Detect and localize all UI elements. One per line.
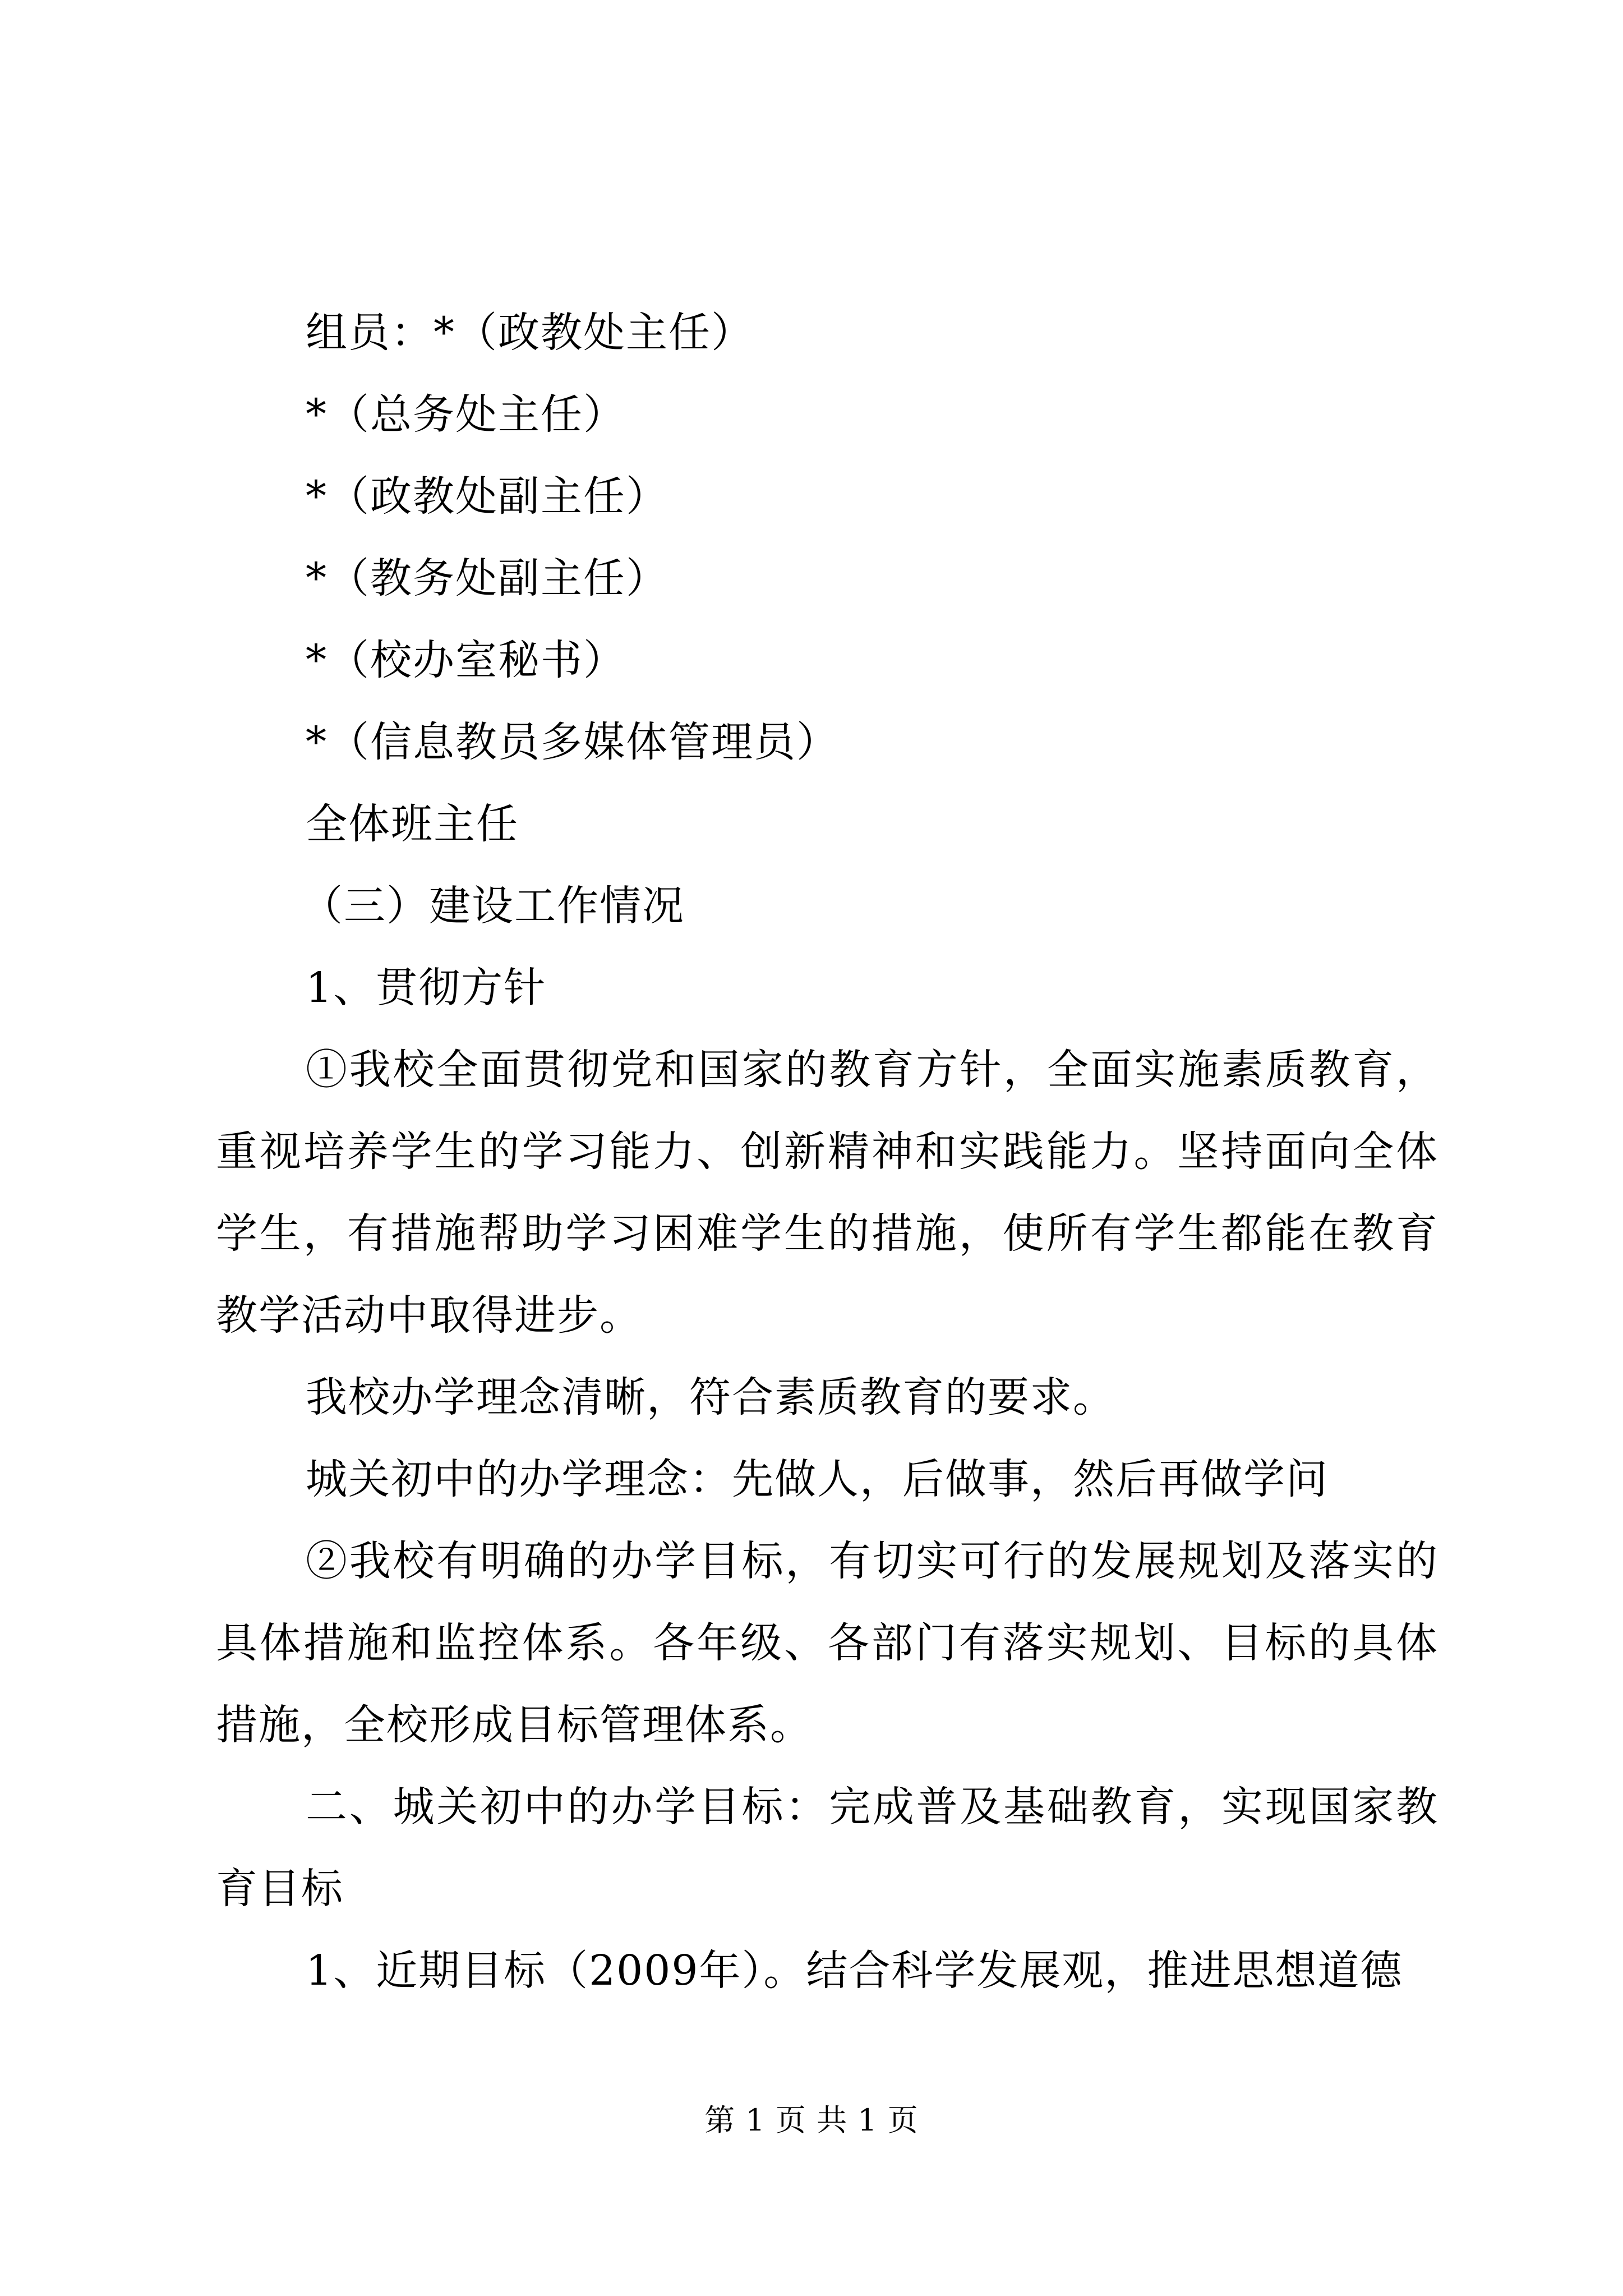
paragraph: ②我校有明确的办学目标，有切实可行的发展规划及落实的具体措施和监控体系。各年级、各部门有落实规划、目标的具体措施，全校形成目标管理体系。 (216, 1537, 1438, 1749)
member-line: 全体班主任 (306, 800, 519, 848)
member-line: 组员：*（政教处主任） (306, 309, 754, 357)
paragraph-line: 1、近期目标（2009年）。结合科学发展观，推进思想道德 (306, 1947, 1403, 1995)
section-heading: 二、城关初中的办学目标：完成普及基础教育，实现国家教育目标 (216, 1783, 1438, 1913)
paragraph-line: 城关初中的办学理念：先做人，后做事，然后再做学问 (306, 1455, 1329, 1503)
document-body (216, 292, 1438, 2012)
paragraph-line: 我校办学理念清晰，符合素质教育的要求。 (306, 1373, 1115, 1421)
subsection-heading: 1、贯彻方针 (306, 964, 547, 1012)
member-line: *（校办室秘书） (306, 636, 626, 684)
member-line: *（总务处主任） (306, 390, 626, 439)
member-line: *（政教处副主任） (306, 472, 668, 521)
section-heading: （三）建设工作情况 (301, 882, 685, 930)
member-line: *（信息教员多媒体管理员） (306, 718, 839, 766)
paragraph: ①我校全面贯彻党和国家的教育方针，全面实施素质教育，重视培养学生的学习能力、创新精神和实践能力。坚持面向全体学生，有措施帮助学习困难学生的措施，使所有学生都能在教育教学活动中取得进步。 (216, 1046, 1438, 1340)
page-footer: 第 1 页 共 1 页 (704, 2102, 919, 2138)
member-line: *（教务处副主任） (306, 554, 668, 602)
